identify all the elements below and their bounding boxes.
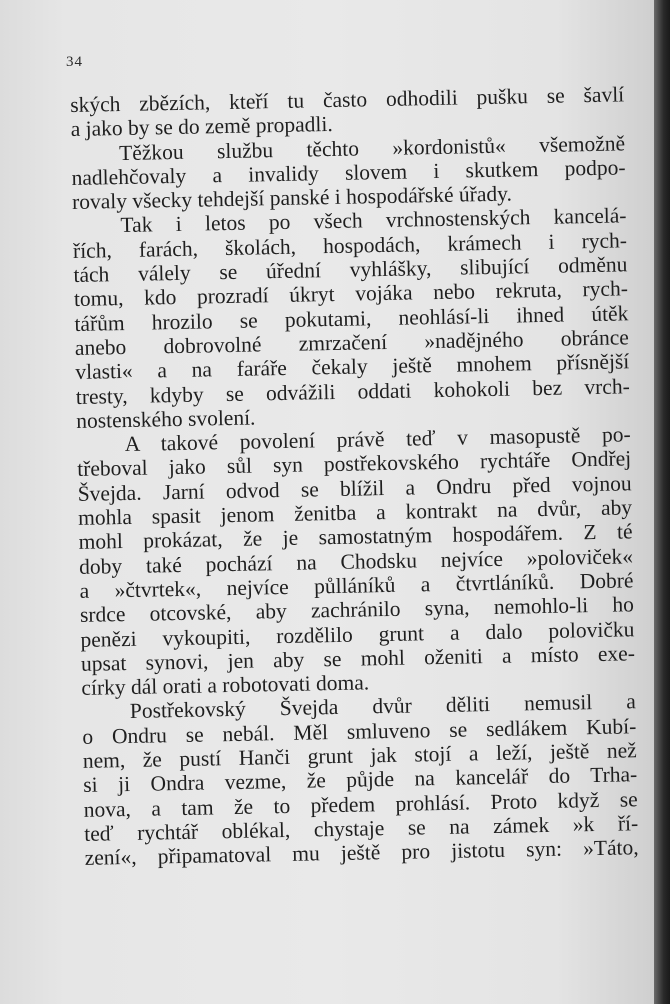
text-line: mohl prokázat, že je samostatným hospodářem. Z té (78, 519, 633, 555)
text-line: Postřekovský Švejda dvůr děliti nemusil a (129, 689, 637, 724)
text-line: Tak i letos po všech vrchnostenských kancelá- (120, 203, 627, 238)
text-line: teď rychtář oblékal, chystaje se na zámek »k ří- (83, 811, 639, 846)
text-line: mohla spasit jenom ženitba a kontrakt na dvůr, aby (77, 495, 633, 530)
text-line: penězi vykoupiti, rozdělilo grunt a dalo polovičku (80, 616, 635, 652)
text-line: si ji Ondra vezme, že půjde na kancelář do Trha- (83, 762, 638, 798)
text-line: tářům hrozilo se pokutami, neohlásí-li ihned útěk (74, 300, 629, 336)
text-line: rovaly všecky tehdejší panské i hospodářské úřady. (71, 181, 513, 215)
text-line: a »čtvrtek«, nejvíce půlláníků a čtvrtláníků. Dobré (79, 568, 634, 603)
text-line: zení«, připamatoval mu ještě pro jistotu syn: »Táto, (84, 835, 639, 871)
text-line: tresty, kdyby se odvážili oddati kohokoli bez vrch- (75, 373, 630, 409)
book-spine-shadow (654, 0, 670, 1004)
text-line: círky dál orati a robotovati doma. (81, 670, 370, 701)
text-line: Těžkou službu těchto »kordonistů« všemožně (118, 130, 626, 165)
body-text (70, 82, 639, 870)
text-line: řích, farách, školách, hospodách, krámech i rych- (72, 228, 628, 263)
text-line: nova, a tam že to předem prohlásí. Proto když se (83, 786, 638, 822)
text-line: a jako by se do země propadli. (70, 112, 333, 142)
text-line: A takové povolení právě teď v masopustě po- (124, 422, 631, 457)
text-line: nadlehčovaly a invalidy slovem i skutkem podpo- (71, 155, 626, 190)
text-line: ských zbězích, kteří tu často odhodili pušku se šavlí (70, 82, 625, 117)
text-line: Švejda. Jarní odvod se blížil a Ondru před vojnou (77, 471, 632, 506)
text-line: tách válely se úřední vyhlášky, slibující odměnu (73, 252, 628, 288)
text-line: tomu, kdo prozradí úkryt vojáka nebo rekruta, rych- (73, 276, 629, 312)
text-line: upsat synovi, jen aby se mohl oženiti a místo exe- (80, 641, 636, 676)
text-line: vlasti« a na faráře čekaly ještě mnohem přísnější (75, 349, 630, 385)
text-line: srdce otcovské, aby zachránilo syna, nemohlo-li ho (79, 592, 635, 628)
text-line: o Ondru se nebál. Měl smluveno se sedlákem Kubí- (82, 713, 637, 749)
text-line: nostenského svolení. (76, 405, 256, 433)
text-line: anebo dobrovolné zmrzačení »nadějného obránce (74, 325, 630, 360)
text-line: nem, že pustí Hanči grunt jak stojí a leží, ještě než (82, 738, 637, 773)
text-line: třeboval jako sůl syn postřekovského rychtáře Ondřej (76, 446, 632, 482)
text-line: doby také pochází na Chodsku nejvíce »poloviček« (78, 543, 634, 579)
page-number: 34 (66, 54, 83, 70)
